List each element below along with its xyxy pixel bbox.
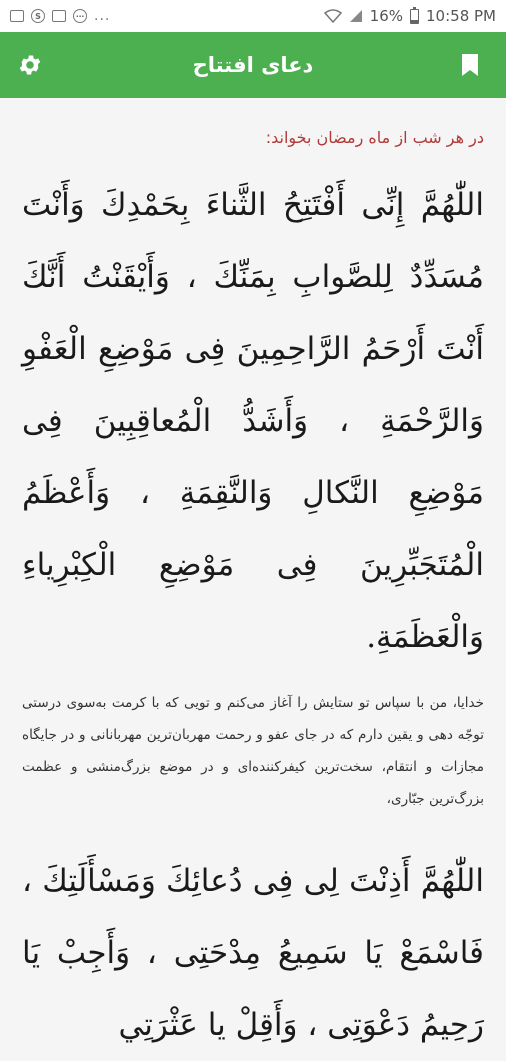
battery-icon — [410, 9, 419, 24]
more-notifications-indicator: ... — [94, 8, 111, 24]
bookmark-button[interactable] — [440, 32, 500, 98]
app-bar — [0, 32, 506, 98]
app-notification-icon: ⋯ — [73, 9, 87, 23]
arabic-verse-1: اللّٰهُمَّ إِنِّى أَفْتَتِحُ الثَّناءَ بِحَمْدِكَ وَأَنْتَ مُسَدِّدٌ لِلصَّوابِ بِمَنِّكَ ، وَأَيْقَنْتُ أَنَّكَ أَنْتَ أَرْحَمُ الرَّاحِمِينَ فِى مَوْضِعِ الْعَفْوِ وَالرَّحْمَةِ ، وَأَشَدُّ الْمُعاقِبِينَ فِى مَوْضِعِ النَّكالِ وَالنَّقِمَةِ ، وَأَعْظَمُ الْمُتَجَبِّرِينَ فِى مَوْضِعِ الْكِبْرِياءِ وَالْعَظَمَةِ. — [22, 187, 484, 655]
prayer-content[interactable] — [0, 98, 506, 1043]
status-bar — [0, 0, 506, 32]
gear-icon — [17, 52, 43, 78]
settings-button[interactable] — [0, 32, 60, 98]
page-title: دعای افتتاح — [192, 53, 314, 77]
reading-instruction: در هر شب از ماه رمضان بخواند: — [265, 128, 484, 147]
status-notifications — [10, 8, 110, 24]
arabic-verse-2: اللّٰهُمَّ أَذِنْتَ لِى فِى دُعائِكَ وَمَسْأَلَتِكَ ، فَاسْمَعْ يَا سَمِيعُ مِدْحَتِى ، وَأَجِبْ يَا رَحِيمُ دَعْوَتِى ، وَأَقِلْ يا عَثْرَتِي — [22, 863, 484, 1043]
bookmark-icon — [461, 53, 479, 77]
image-notification-icon — [10, 10, 24, 22]
status-time: 10:58 PM — [426, 7, 496, 25]
signal-icon — [349, 9, 363, 23]
message-notification-icon — [52, 10, 66, 22]
skype-notification-icon: S — [31, 9, 45, 23]
status-system — [324, 7, 496, 25]
persian-translation-1: خدایا، من با سپاس تو ستایش را آغاز می‌کنم و تویی که با کرمت به‌سوی درستی توجّه دهی و یقین دارم که در جای عفو و رحمت مهربان‌ترین مهربانانی و در جایگاه مجازات و انتقام، سخت‌ترین کیفرکننده‌ای و در موضع بزرگ‌منشی و عظمت بزرگ‌ترین جبّاری، — [22, 695, 484, 807]
battery-percentage: 16% — [369, 7, 404, 25]
wifi-icon — [324, 9, 342, 23]
